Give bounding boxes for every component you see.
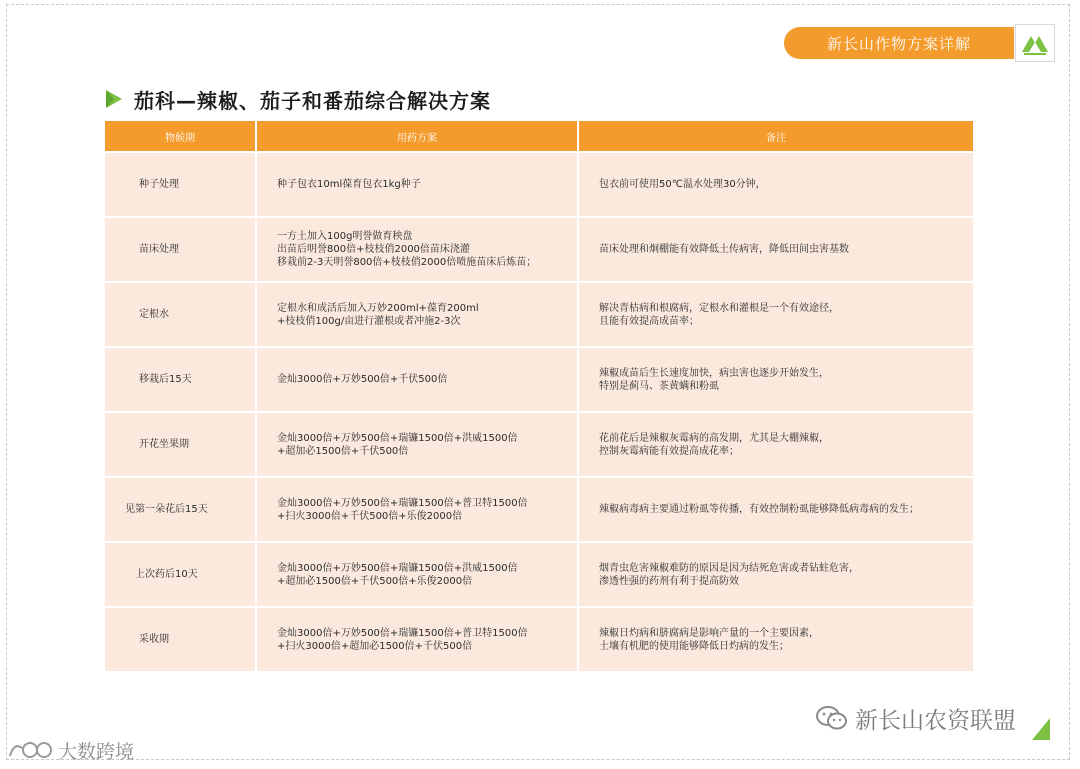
plan-line: 金灿3000倍+万妙500倍+千伏500倍: [277, 374, 448, 385]
plan-line: 金灿3000倍+万妙500倍+瑞镰1500倍+洪威1500倍: [277, 432, 518, 444]
stage-cell: 采收期: [105, 607, 256, 671]
watermark-left: [8, 736, 134, 764]
table-row: [105, 282, 973, 347]
note-line: 烟青虫危害辣椒难防的原因是因为结死危害或者钻蛀危害，: [599, 562, 859, 574]
plan-cell: [256, 412, 578, 477]
note-cell: [578, 152, 973, 217]
stage-cell: 种子处理: [105, 152, 256, 217]
leaf-mountain-logo-icon: [1015, 24, 1055, 62]
plan-line: 金灿3000倍+万妙500倍+瑞镰1500倍+普卫特1500倍: [277, 627, 528, 639]
column-header-plan: 用药方案: [256, 121, 578, 152]
table-row: [105, 217, 973, 282]
column-header-stage: 物候期: [105, 121, 256, 152]
note-line: 苗床处理和炯棚能有效降低土传病害，降低田间虫害基数: [599, 244, 849, 255]
plan-line: +枝枝俏100g/亩进行灌根或者冲施2-3次: [277, 315, 461, 327]
page-title: 茄科—辣椒、茄子和番茄综合解决方案: [134, 88, 491, 113]
table-row: [105, 607, 973, 671]
plan-line: +超加必1500倍+千伏500倍+乐俊2000倍: [277, 575, 473, 587]
note-line: 辣椒成苗后生长速度加快，病虫害也逐步开始发生，: [599, 367, 829, 379]
note-cell: [578, 347, 973, 412]
note-line: 土壤有机肥的使用能够降低日灼病的发生；: [599, 640, 789, 652]
plan-line: 一方土加入100g明誉做育秧盘: [277, 231, 413, 242]
note-cell: [578, 412, 973, 477]
table-row: [105, 542, 973, 607]
table-header-row: [105, 121, 973, 152]
plan-cell: [256, 347, 578, 412]
stage-cell: 定根水: [105, 282, 256, 347]
column-header-note: 备注: [578, 121, 973, 152]
table-row: [105, 477, 973, 542]
table-row: [105, 152, 973, 217]
stage-cell: 苗床处理: [105, 217, 256, 282]
header-tab-title: 新长山作物方案详解: [826, 34, 971, 53]
section-title: [104, 84, 491, 114]
plan-line: 移栽前2-3天明誉800倍+枝枝俏2000倍喷施苗床后炼苗；: [277, 257, 537, 268]
plan-line: 金灿3000倍+万妙500倍+瑞镰1500倍+洪威1500倍: [277, 562, 518, 574]
wechat-icon: [815, 704, 849, 732]
note-line: 辣椒病毒病主要通过粉虱等传播，有效控制粉虱能够降低病毒病的发生；: [599, 504, 919, 515]
plan-cell: [256, 477, 578, 542]
plan-line: 金灿3000倍+万妙500倍+瑞镰1500倍+普卫特1500倍: [277, 497, 528, 509]
note-cell: [578, 607, 973, 671]
plan-line: 定根水和成活后加入万妙200ml+葆育200ml: [277, 302, 479, 314]
plan-cell: [256, 217, 578, 282]
table-row: [105, 347, 973, 412]
table-row: [105, 412, 973, 477]
note-cell: [578, 542, 973, 607]
plan-line: 种子包衣10ml葆育包衣1kg种子: [277, 179, 421, 190]
plan-line: +超加必1500倍+千伏500倍: [277, 445, 409, 457]
stage-cell: 开花坐果期: [105, 412, 256, 477]
header-tab: [784, 27, 1014, 59]
corner-leaf-icon: [1030, 716, 1052, 742]
plan-line: 出苗后明誉800倍+枝枝俏2000倍苗床浇灌: [277, 244, 470, 255]
plan-cell: [256, 152, 578, 217]
play-arrow-icon: [104, 89, 124, 109]
brand-logo-icon: [8, 738, 54, 762]
plan-cell: [256, 607, 578, 671]
watermark-right: [815, 702, 1016, 734]
note-cell: [578, 217, 973, 282]
note-line: 包衣前可使用50℃温水处理30分钟，: [599, 179, 766, 190]
watermark-right-text: 新长山农资联盟: [855, 707, 1016, 734]
note-line: 渗透性强的药剂有利于提高防效: [599, 575, 739, 587]
note-line: 辣椒日灼病和脐腐病是影响产量的一个主要因素，: [599, 627, 819, 639]
note-cell: [578, 477, 973, 542]
stage-cell: 见第一朵花后15天: [105, 477, 256, 542]
note-line: 且能有效提高成苗率；: [599, 315, 699, 327]
watermark-left-text: 大数跨境: [58, 740, 135, 763]
plan-cell: [256, 542, 578, 607]
stage-cell: 移栽后15天: [105, 347, 256, 412]
note-line: 特别是蓟马、茶黄螨和粉虱: [599, 380, 719, 392]
plan-cell: [256, 282, 578, 347]
note-cell: [578, 282, 973, 347]
plan-line: +扫火3000倍+超加必1500倍+千伏500倍: [277, 640, 473, 652]
note-line: 解决青枯病和根腐病，定根水和灌根是一个有效途径，: [599, 302, 839, 314]
treatment-plan-table: [105, 121, 973, 671]
plan-line: +扫火3000倍+千伏500倍+乐俊2000倍: [277, 510, 463, 522]
stage-cell: 上次药后10天: [105, 542, 256, 607]
note-line: 花前花后是辣椒灰霉病的高发期，尤其是大棚辣椒，: [599, 432, 829, 444]
note-line: 控制灰霉病能有效提高成花率；: [599, 445, 739, 457]
